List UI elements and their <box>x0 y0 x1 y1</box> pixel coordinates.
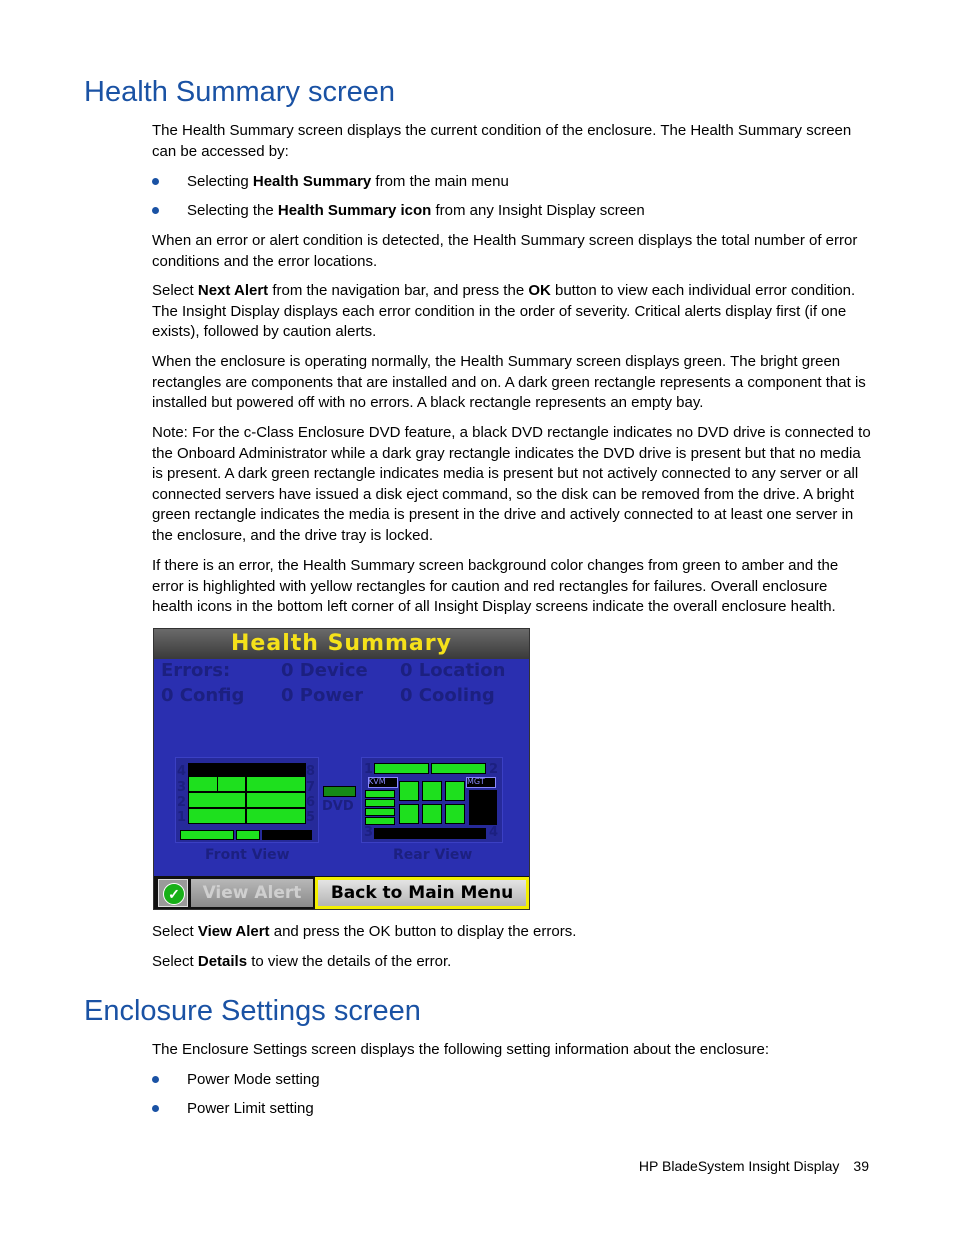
section-heading-enclosure-settings: Enclosure Settings screen <box>84 995 421 1027</box>
page-footer <box>639 1158 869 1174</box>
bold-term: Health Summary <box>252 173 372 190</box>
power-count: 0 Power <box>281 685 364 706</box>
bullet-icon <box>152 207 159 214</box>
check-icon: ✓ <box>163 883 185 905</box>
back-to-main-menu-button[interactable]: Back to Main Menu <box>315 877 529 909</box>
bold-term: Health Summary icon <box>277 202 432 219</box>
screenshot-title: Health Summary <box>154 629 529 659</box>
enclosure-intro: The Enclosure Settings screen displays the following setting information about the enclosure: <box>152 1041 770 1058</box>
paragraph-normal-operation: When the enclosure is operating normally, the Health Summary screen displays green. The bright green rectangles are components that are installed and on. A dark green rectangle represents a component that is installed but powered off with no errors. A black rectangle represents an empty bay. <box>152 353 866 412</box>
paragraph-next-alert: Select Next Alert from the navigation bar, and press the OK button to view each individual error condition. The Insight Display displays each error condition in the order of severity. Critical alerts display first (if one exists), followed by caution alerts. <box>152 282 856 341</box>
paragraph-alert: When an error or alert condition is detected, the Health Summary screen displays the total number of error conditions and the error locations. <box>152 232 858 270</box>
kvm-label: KVM <box>368 777 386 786</box>
location-count: 0 Location <box>400 660 506 681</box>
intro-paragraph: The Health Summary screen displays the current condition of the enclosure. The Health Summary screen can be accessed by: <box>152 122 852 160</box>
paragraph-details: Select Details to view the details of the error. <box>152 953 452 970</box>
device-count: 0 Device <box>281 660 368 681</box>
paragraph-view-alert: Select View Alert and press the OK button to display the errors. <box>152 923 577 940</box>
health-ok-button[interactable] <box>158 879 188 907</box>
bullet-icon <box>152 1076 159 1083</box>
config-count: 0 Config <box>161 685 245 706</box>
front-view-panel <box>175 757 319 843</box>
mgt-label: MGT <box>467 777 485 786</box>
paragraph-dvd-note: Note: For the c-Class Enclosure DVD feature, a black DVD rectangle indicates no DVD drive is connected to the Onboard Administrator while a dark gray rectangle indicates the DVD drive is present but that no media is present. A dark green rectangle indicates media is present but not actively connected to any server or all connected servers have issued a disk eject command, so the disk can be removed from the drive. A bright green rectangle indicates the media is present in the drive and actively connected to at least one server in the enclosure, and the drive tray is locked. <box>152 424 871 544</box>
rear-view-panel <box>361 757 503 843</box>
cooling-count: 0 Cooling <box>400 685 495 706</box>
front-view-label: Front View <box>205 847 290 863</box>
errors-label: Errors: <box>161 660 231 681</box>
section-heading-health-summary: Health Summary screen <box>84 76 396 108</box>
rear-view-label: Rear View <box>393 847 473 863</box>
bullet-icon <box>152 1105 159 1112</box>
footer-title: HP BladeSystem Insight Display <box>638 1158 840 1174</box>
paragraph-error-state: If there is an error, the Health Summary screen background color changes from green to amber and the error is highlighted with yellow rectangles for caution and red rectangles for failures. Overall enclosure health icons in the bottom left corner of all Insight Display screens indicate the overall enclosure health. <box>152 557 839 616</box>
dvd-indicator <box>323 786 356 797</box>
screen-nav-bar <box>154 876 529 910</box>
page-number: 39 <box>853 1158 869 1174</box>
health-summary-screenshot: Health Summary Errors: 0 Device 0 Location 0 Config 0 Power 0 Cooling 4 3 2 1 8 7 6 5 DVD 1 2 3 4 KVM MGT Front View Rear View ✓ View Alert Back to Main Menu <box>153 628 530 910</box>
bullet-icon <box>152 178 159 185</box>
view-alert-button[interactable]: View Alert <box>191 879 313 907</box>
dvd-label: DVD <box>322 799 354 814</box>
